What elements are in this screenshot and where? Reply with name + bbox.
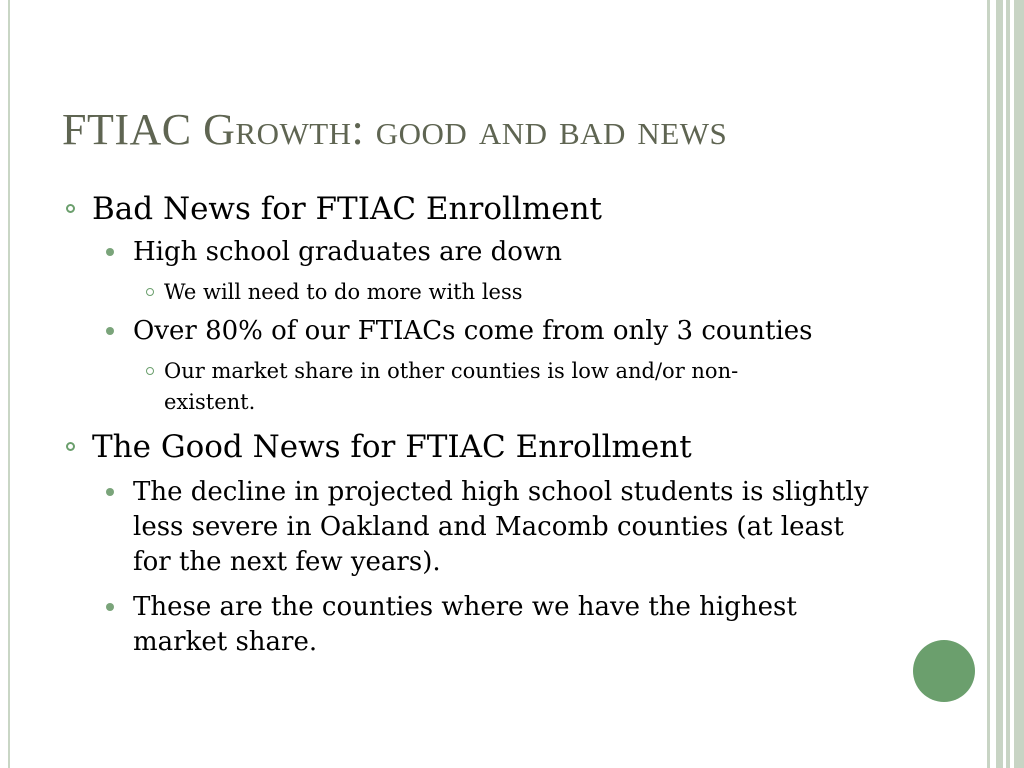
point-text: Over 80% of our FTIACs come from only 3 counties [133, 316, 813, 346]
ring-bullet-icon [146, 367, 154, 375]
point-text: The decline in projected high school students is slightly less severe in Oakland and Macomb counties (at least for the next few years). [133, 477, 869, 577]
subpoint-text: We will need to do more with less [164, 280, 523, 304]
point-text: High school graduates are down [133, 237, 562, 267]
ring-bullet-icon [146, 288, 154, 296]
list-item [146, 277, 886, 308]
section-bad-news [66, 190, 926, 228]
dot-bullet-icon [106, 327, 114, 335]
list-item [106, 314, 906, 349]
dot-bullet-icon [106, 488, 114, 496]
list-item [146, 356, 826, 418]
dot-bullet-icon [106, 603, 114, 611]
dot-bullet-icon [106, 248, 114, 256]
ring-bullet-icon [66, 442, 75, 451]
section-heading: Bad News for FTIAC Enrollment [92, 191, 603, 227]
list-item [106, 590, 866, 660]
list-item [106, 235, 906, 270]
section-good-news [66, 428, 926, 466]
list-item [106, 475, 886, 580]
section-heading: The Good News for FTIAC Enrollment [92, 429, 692, 465]
slide-title: FTIAC Growth: good and bad news [62, 105, 728, 154]
ring-bullet-icon [66, 204, 75, 213]
point-text: These are the counties where we have the highest market share. [133, 592, 797, 657]
subpoint-text: Our market share in other counties is low and/or non-existent. [164, 359, 739, 414]
